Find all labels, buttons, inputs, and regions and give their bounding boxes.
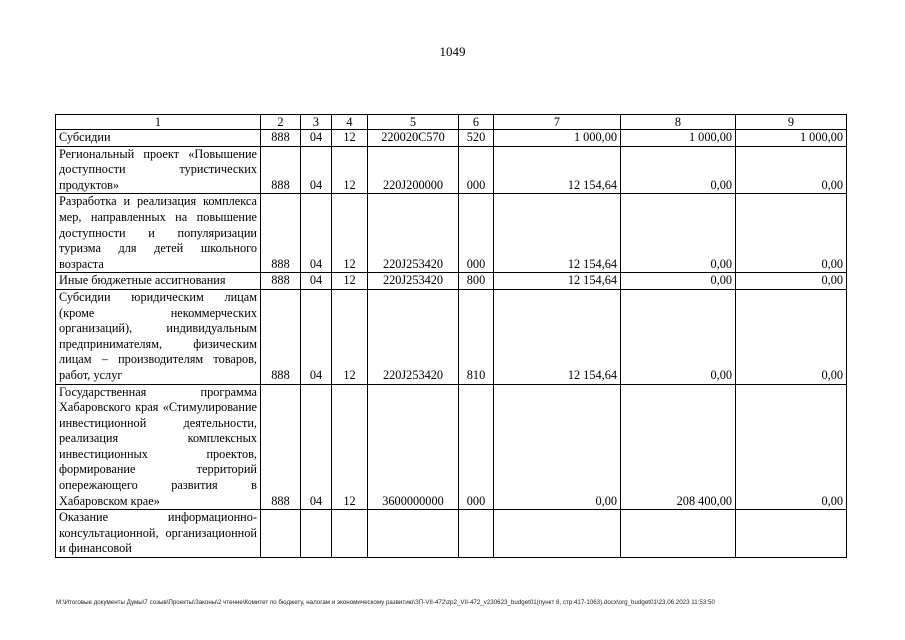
table-row (56, 273, 847, 290)
cell-ministry: 888 (261, 146, 301, 194)
cell-ministry (261, 510, 301, 558)
cell-amount-col9: 0,00 (736, 194, 847, 273)
cell-target-article: 220020С570 (368, 130, 459, 147)
cell-expense-type: 000 (459, 384, 494, 510)
cell-amount-col7 (494, 510, 621, 558)
row-name: Оказание информационно-консультационной, организационной и финансовой (56, 510, 261, 558)
row-name: Региональный проект «Повышение доступности туристических продуктов» (56, 146, 261, 194)
cell-subsection: 12 (332, 289, 368, 384)
column-header: 5 (368, 115, 459, 130)
cell-subsection: 12 (332, 146, 368, 194)
cell-amount-col7: 12 154,64 (494, 289, 621, 384)
cell-amount-col7: 1 000,00 (494, 130, 621, 147)
cell-section: 04 (301, 289, 332, 384)
cell-amount-col8: 0,00 (621, 273, 736, 290)
cell-expense-type: 800 (459, 273, 494, 290)
cell-target-article: 220J200000 (368, 146, 459, 194)
cell-amount-col8: 1 000,00 (621, 130, 736, 147)
cell-ministry: 888 (261, 289, 301, 384)
cell-subsection (332, 510, 368, 558)
cell-amount-col8 (621, 510, 736, 558)
row-name: Государственная программа Хабаровского края «Стимулирование инвестиционной деятельности, реализация комплексных инвестиционных проектов, формирование территорий опережающего развития в Хабаровском крае» (56, 384, 261, 510)
column-header: 2 (261, 115, 301, 130)
column-header: 9 (736, 115, 847, 130)
cell-ministry: 888 (261, 130, 301, 147)
cell-amount-col9: 0,00 (736, 146, 847, 194)
column-header: 4 (332, 115, 368, 130)
cell-subsection: 12 (332, 194, 368, 273)
row-name: Субсидии (56, 130, 261, 147)
row-name: Иные бюджетные ассигнования (56, 273, 261, 290)
table-row (56, 384, 847, 510)
cell-amount-col8: 0,00 (621, 194, 736, 273)
table-row (56, 146, 847, 194)
cell-amount-col9 (736, 510, 847, 558)
cell-amount-col7: 12 154,64 (494, 273, 621, 290)
page-number: 1049 (439, 44, 466, 59)
cell-amount-col8: 0,00 (621, 289, 736, 384)
cell-expense-type (459, 510, 494, 558)
budget-table (55, 114, 847, 558)
cell-amount-col9: 0,00 (736, 384, 847, 510)
column-header: 3 (301, 115, 332, 130)
table-row (56, 194, 847, 273)
cell-section (301, 510, 332, 558)
cell-expense-type: 000 (459, 146, 494, 194)
table-row (56, 289, 847, 384)
cell-subsection: 12 (332, 273, 368, 290)
cell-expense-type: 000 (459, 194, 494, 273)
file-path-footer: M:\Итоговые документы Думы\7 созыв\Проекты\Законы\2 чтение\Комитет по бюджету, налогам и экономическому развитию\ЗП-VII-472\zp2_VII-472_v230623_budget01(пункт 8, стр.417-1063).docx\org_budget01\23.06.2023 11:53:50 (56, 599, 715, 606)
table-header-row (56, 115, 847, 130)
cell-amount-col7: 12 154,64 (494, 146, 621, 194)
column-header: 8 (621, 115, 736, 130)
cell-target-article: 3600000000 (368, 384, 459, 510)
cell-amount-col9: 1 000,00 (736, 130, 847, 147)
cell-amount-col7: 0,00 (494, 384, 621, 510)
table-row (56, 510, 847, 558)
cell-target-article (368, 510, 459, 558)
cell-ministry: 888 (261, 273, 301, 290)
cell-amount-col9: 0,00 (736, 289, 847, 384)
cell-amount-col8: 208 400,00 (621, 384, 736, 510)
row-name: Разработка и реализация комплекса мер, направленных на повышение доступности и популяризации туризма для детей школьного возраста (56, 194, 261, 273)
cell-section: 04 (301, 273, 332, 290)
column-header: 1 (56, 115, 261, 130)
row-name: Субсидии юридическим лицам (кроме некоммерческих организаций), индивидуальным предпринимателям, физическим лицам – производителям товаров, работ, услуг (56, 289, 261, 384)
cell-section: 04 (301, 384, 332, 510)
cell-target-article: 220J253420 (368, 194, 459, 273)
cell-subsection: 12 (332, 384, 368, 510)
cell-ministry: 888 (261, 384, 301, 510)
cell-amount-col9: 0,00 (736, 273, 847, 290)
cell-section: 04 (301, 130, 332, 147)
cell-expense-type: 520 (459, 130, 494, 147)
cell-amount-col7: 12 154,64 (494, 194, 621, 273)
cell-section: 04 (301, 146, 332, 194)
cell-amount-col8: 0,00 (621, 146, 736, 194)
table-row (56, 130, 847, 147)
cell-subsection: 12 (332, 130, 368, 147)
cell-ministry: 888 (261, 194, 301, 273)
cell-target-article: 220J253420 (368, 289, 459, 384)
cell-target-article: 220J253420 (368, 273, 459, 290)
column-header: 6 (459, 115, 494, 130)
column-header: 7 (494, 115, 621, 130)
cell-expense-type: 810 (459, 289, 494, 384)
cell-section: 04 (301, 194, 332, 273)
